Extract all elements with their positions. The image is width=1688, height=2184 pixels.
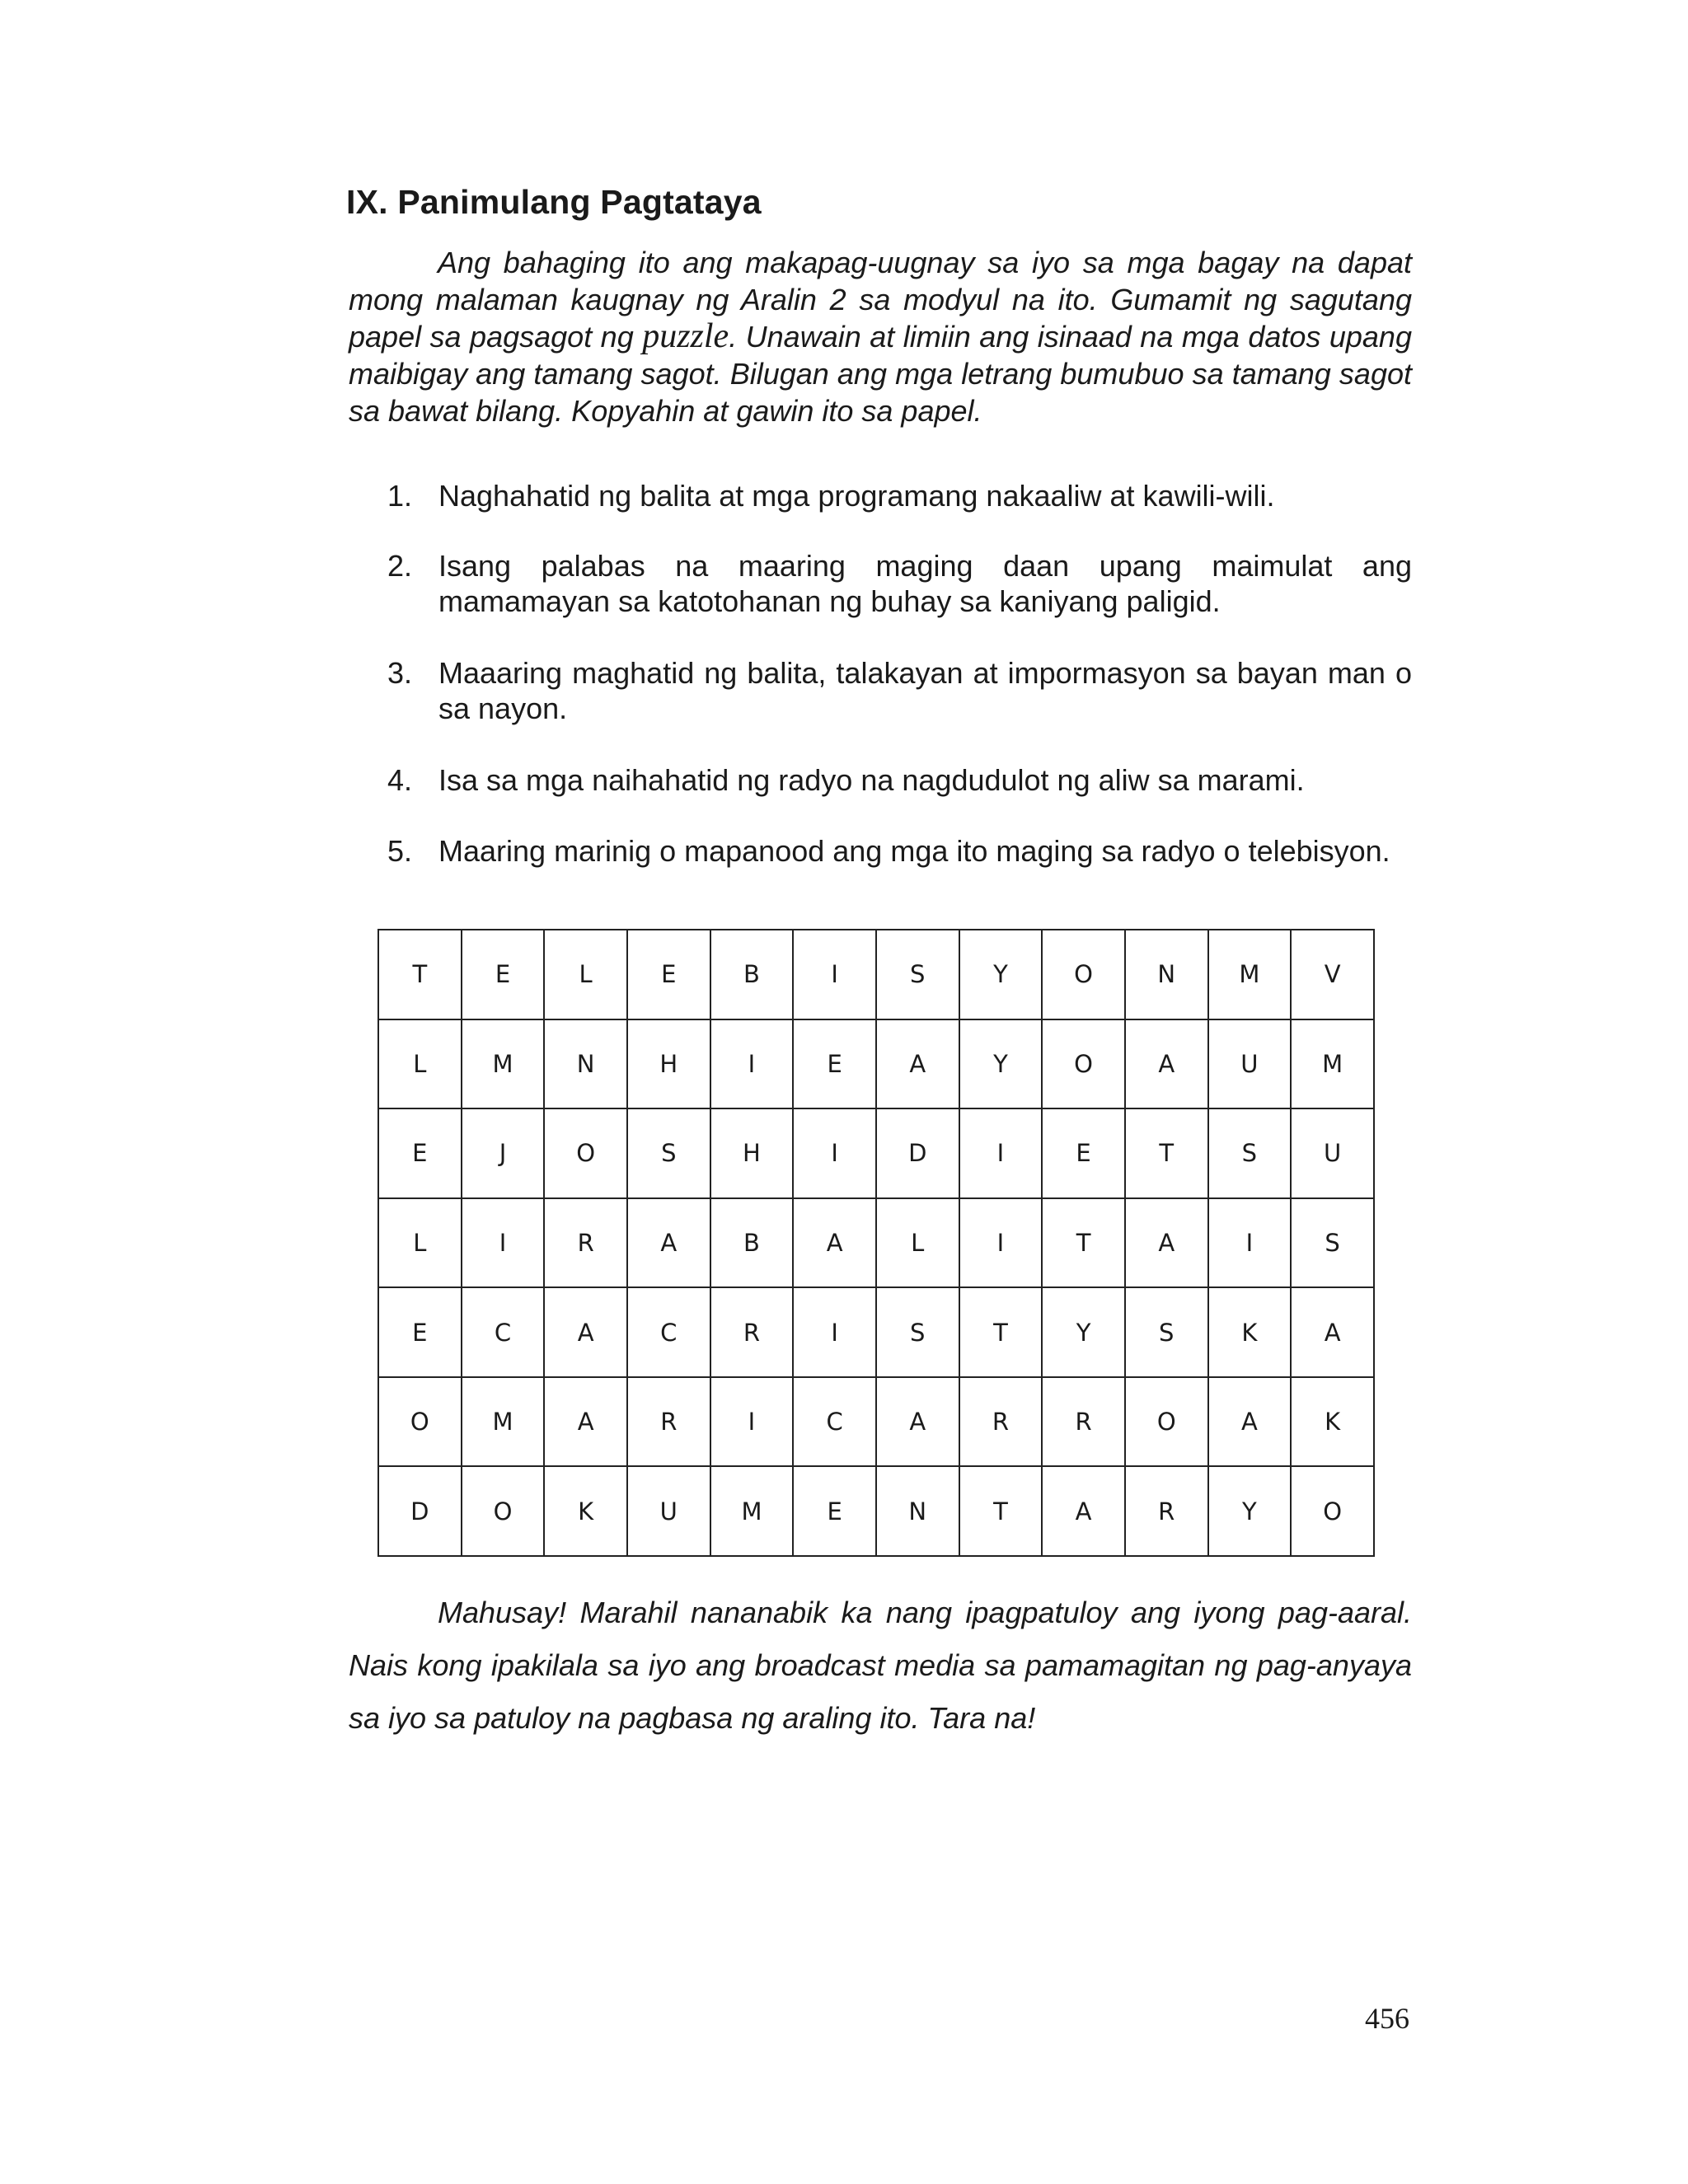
grid-cell[interactable]: C [793,1377,876,1467]
grid-cell[interactable]: S [1291,1198,1374,1288]
grid-cell[interactable]: E [378,1108,462,1198]
grid-row [378,930,1374,1019]
grid-cell[interactable]: O [462,1466,545,1556]
question-number-2: 2. [387,549,413,583]
grid-cell[interactable]: I [793,1108,876,1198]
grid-cell[interactable]: R [627,1377,710,1467]
word-search-grid [377,929,1375,1557]
question-number-4: 4. [387,763,413,797]
grid-cell[interactable]: O [1042,1019,1125,1109]
question-number-1: 1. [387,479,413,513]
grid-cell[interactable]: D [876,1108,959,1198]
grid-cell[interactable]: I [959,1198,1043,1288]
question-item-4 [387,762,1412,798]
closing-paragraph: Mahusay! Marahil nananabik ka nang ipagpatuloy ang iyong pag-aaral. Nais kong ipakilala sa iyo ang broadcast media sa pamamagitan ng pag-anyaya sa iyo sa patuloy na pagbasa ng araling ito. Tara na! [349,1596,1412,1735]
grid-cell[interactable]: E [793,1019,876,1109]
grid-cell[interactable]: T [1042,1198,1125,1288]
grid-cell[interactable]: E [627,930,710,1019]
grid-cell[interactable]: T [378,930,462,1019]
grid-cell[interactable]: N [876,1466,959,1556]
question-item-2 [387,548,1412,619]
grid-cell[interactable]: R [1042,1377,1125,1467]
grid-cell[interactable]: Y [959,930,1043,1019]
question-text-5: Maaring marinig o mapanood ang mga ito maging sa radyo o telebisyon. [438,834,1390,868]
question-item-5 [387,833,1412,869]
grid-row [378,1377,1374,1467]
grid-cell[interactable]: S [876,930,959,1019]
grid-cell[interactable]: Y [1208,1466,1292,1556]
grid-cell[interactable]: O [1291,1466,1374,1556]
grid-cell[interactable]: S [1208,1108,1292,1198]
grid-cell[interactable]: B [710,1198,794,1288]
grid-cell[interactable]: M [1291,1019,1374,1109]
page-number: 456 [1365,2002,1409,2035]
grid-cell[interactable]: D [378,1466,462,1556]
section-heading: IX. Panimulang Pagtataya [346,183,762,221]
grid-cell[interactable]: A [793,1198,876,1288]
grid-cell[interactable]: B [710,930,794,1019]
grid-cell[interactable]: A [1208,1377,1292,1467]
intro-text-part2: . Unawain at limiin ang isinaad na mga datos upang maibigay ang tamang sagot. Bilugan ang mga letrang bumubuo sa tamang sagot sa bawat bilang. Kopyahin at gawin ito sa papel. [349,320,1412,428]
grid-cell[interactable]: L [876,1198,959,1288]
grid-cell[interactable]: L [378,1198,462,1288]
question-number-5: 5. [387,834,413,868]
grid-cell[interactable]: I [462,1198,545,1288]
grid-cell[interactable]: U [1291,1108,1374,1198]
grid-cell[interactable]: I [959,1108,1043,1198]
intro-paragraph [349,244,1412,429]
grid-cell[interactable]: A [1125,1198,1208,1288]
grid-cell[interactable]: S [876,1287,959,1377]
grid-cell[interactable]: A [876,1377,959,1467]
grid-cell[interactable]: E [378,1287,462,1377]
grid-cell[interactable]: R [959,1377,1043,1467]
grid-cell[interactable]: A [1042,1466,1125,1556]
grid-cell[interactable]: K [544,1466,627,1556]
grid-cell[interactable]: K [1291,1377,1374,1467]
grid-cell[interactable]: H [710,1108,794,1198]
grid-cell[interactable]: C [462,1287,545,1377]
grid-cell[interactable]: U [1208,1019,1292,1109]
grid-cell[interactable]: E [462,930,545,1019]
grid-cell[interactable]: A [544,1377,627,1467]
question-text-1: Naghahatid ng balita at mga programang nakaaliw at kawili-wili. [438,479,1275,513]
grid-cell[interactable]: T [959,1287,1043,1377]
grid-cell[interactable]: I [1208,1198,1292,1288]
question-text-4: Isa sa mga naihahatid ng radyo na nagdudulot ng aliw sa marami. [438,763,1305,797]
question-text-3: Maaaring maghatid ng balita, talakayan at impormasyon sa bayan man o sa nayon. [438,656,1412,725]
grid-cell[interactable]: M [462,1019,545,1109]
grid-row [378,1108,1374,1198]
grid-cell[interactable]: A [876,1019,959,1109]
question-number-3: 3. [387,656,413,690]
grid-row [378,1466,1374,1556]
grid-cell[interactable]: K [1208,1287,1292,1377]
grid-cell[interactable]: R [544,1198,627,1288]
grid-cell[interactable]: A [627,1198,710,1288]
grid-cell[interactable]: O [1125,1377,1208,1467]
grid-cell[interactable]: I [710,1377,794,1467]
grid-cell[interactable]: L [544,930,627,1019]
grid-cell[interactable]: V [1291,930,1374,1019]
grid-cell[interactable]: S [1125,1287,1208,1377]
grid-cell[interactable]: N [1125,930,1208,1019]
grid-cell[interactable]: N [544,1019,627,1109]
grid-cell[interactable]: O [544,1108,627,1198]
question-item-1 [387,478,1412,513]
grid-cell[interactable]: M [710,1466,794,1556]
grid-cell[interactable]: I [793,1287,876,1377]
grid-cell[interactable]: M [1208,930,1292,1019]
grid-cell[interactable]: T [1125,1108,1208,1198]
grid-cell[interactable]: O [378,1377,462,1467]
grid-cell[interactable]: S [627,1108,710,1198]
question-text-2: Isang palabas na maaring maging daan upang maimulat ang mamamayan sa katotohanan ng buhay sa kaniyang paligid. [438,549,1412,618]
grid-cell[interactable]: M [462,1377,545,1467]
puzzle-word: puzzle [642,317,729,355]
grid-cell[interactable]: I [710,1019,794,1109]
grid-cell[interactable]: J [462,1108,545,1198]
grid-cell[interactable]: Y [1042,1287,1125,1377]
grid-cell[interactable]: R [1125,1466,1208,1556]
grid-cell[interactable]: A [544,1287,627,1377]
intro-text-part1: Ang bahaging ito ang makapag-uugnay sa iyo sa mga bagay na dapat mong malaman kaugnay ng Aralin 2 sa modyul na ito. Gumamit ng sagutang papel sa pagsagot ng [349,246,1412,354]
grid-row [378,1198,1374,1288]
grid-cell[interactable]: U [627,1466,710,1556]
grid-cell[interactable]: L [378,1019,462,1109]
grid-cell[interactable]: E [793,1466,876,1556]
grid-cell[interactable]: R [710,1287,794,1377]
grid-cell[interactable]: E [1042,1108,1125,1198]
question-item-3 [387,655,1412,726]
grid-row [378,1287,1374,1377]
grid-cell[interactable]: H [627,1019,710,1109]
grid-cell[interactable]: A [1125,1019,1208,1109]
grid-row [378,1019,1374,1109]
grid-cell[interactable]: A [1291,1287,1374,1377]
grid-cell[interactable]: I [793,930,876,1019]
question-list [387,478,1412,869]
grid-cell[interactable]: T [959,1466,1043,1556]
grid-cell[interactable]: C [627,1287,710,1377]
grid-cell[interactable]: Y [959,1019,1043,1109]
grid-cell[interactable]: O [1042,930,1125,1019]
